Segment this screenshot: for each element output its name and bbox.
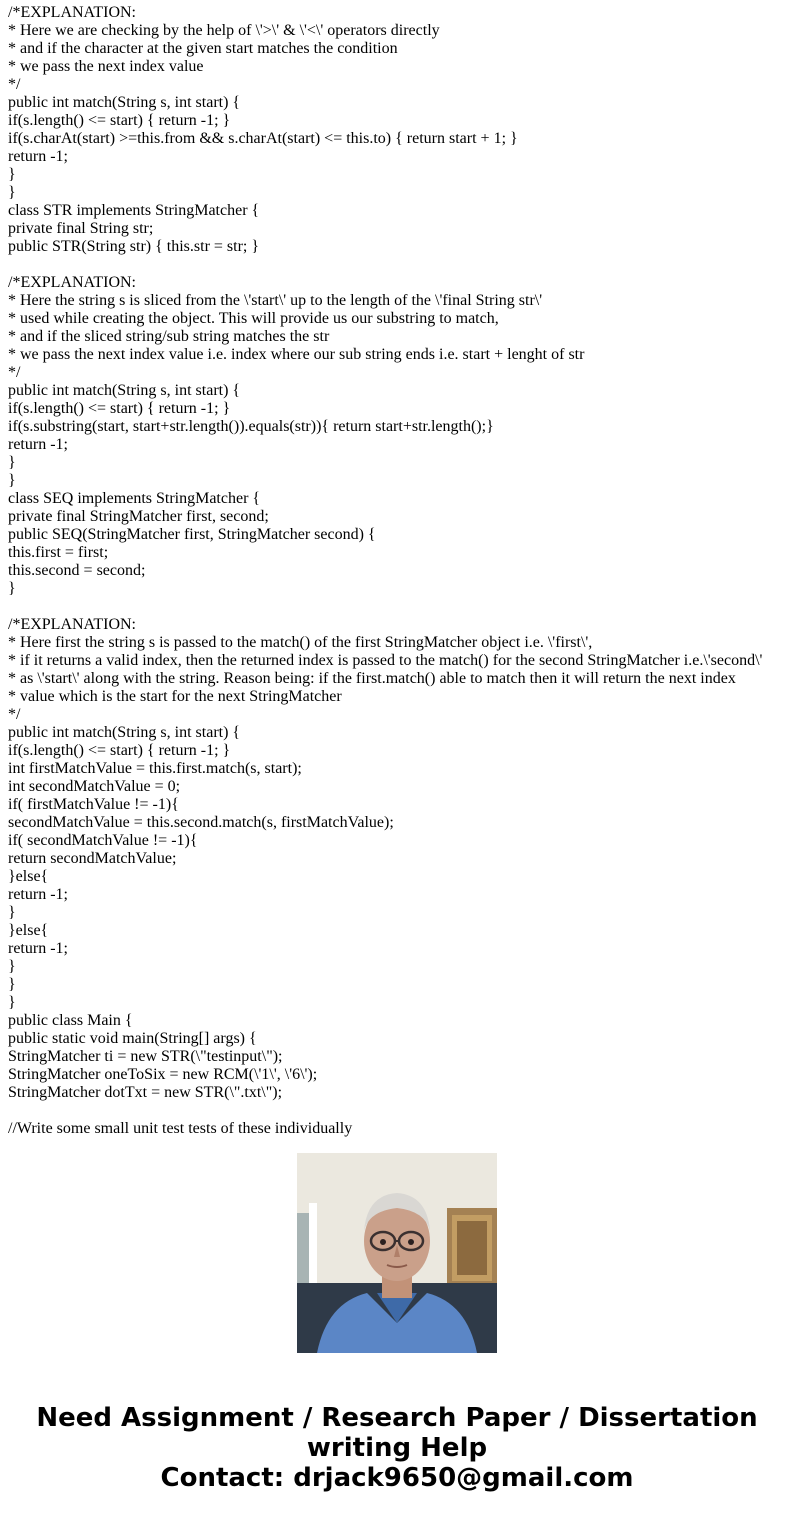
- code-line: class STR implements StringMatcher {: [8, 202, 260, 219]
- code-line: * and if the sliced string/sub string matches the str: [8, 328, 330, 345]
- code-line: this.first = first;: [8, 544, 109, 561]
- code-line: * and if the character at the given start matches the condition: [8, 40, 398, 57]
- code-line: private final StringMatcher first, second;: [8, 508, 269, 525]
- code-line: public SEQ(StringMatcher first, StringMatcher second) {: [8, 526, 376, 543]
- code-line: return -1;: [8, 148, 68, 165]
- code-line: * we pass the next index value: [8, 58, 204, 75]
- code-line: //Write some small unit test tests of these individually: [8, 1120, 353, 1137]
- code-line: return -1;: [8, 886, 68, 903]
- code-line: if(s.substring(start, start+str.length()).equals(str)){ return start+str.length();}: [8, 418, 494, 435]
- code-line: this.second = second;: [8, 562, 146, 579]
- code-line: }else{: [8, 922, 49, 939]
- code-line: public STR(String str) { this.str = str; }: [8, 238, 260, 255]
- code-line: }: [8, 976, 16, 993]
- code-line: }: [8, 958, 16, 975]
- cta-line-3: Contact: drjack9650@gmail.com: [160, 1463, 634, 1493]
- avatar-image: [297, 1153, 497, 1353]
- code-line: return secondMatchValue;: [8, 850, 177, 867]
- contact-banner: [0, 1403, 794, 1493]
- code-line: }: [8, 184, 16, 201]
- code-line: secondMatchValue = this.second.match(s, firstMatchValue);: [8, 814, 394, 831]
- code-line: }: [8, 472, 16, 489]
- code-line: [8, 598, 788, 616]
- code-line: public int match(String s, int start) {: [8, 94, 241, 111]
- author-photo: [297, 1153, 497, 1353]
- code-line: if( firstMatchValue != -1){: [8, 796, 179, 813]
- code-line: * value which is the start for the next StringMatcher: [8, 688, 342, 705]
- code-line: if(s.length() <= start) { return -1; }: [8, 742, 231, 759]
- code-line: [8, 256, 788, 274]
- code-line: if(s.charAt(start) >=this.from && s.charAt(start) <= this.to) { return start + 1; }: [8, 130, 518, 147]
- code-line: int firstMatchValue = this.first.match(s, start);: [8, 760, 302, 777]
- code-line: * as \'start\' along with the string. Reason being: if the first.match() able to match then it will return the next index: [8, 670, 736, 687]
- code-line: /*EXPLANATION:: [8, 4, 136, 21]
- code-line: }: [8, 454, 16, 471]
- code-line: private final String str;: [8, 220, 154, 237]
- code-line: */: [8, 364, 21, 381]
- cta-line-1: Need Assignment / Research Paper / Dissertation: [36, 1403, 758, 1433]
- code-line: /*EXPLANATION:: [8, 616, 136, 633]
- code-line: }: [8, 904, 16, 921]
- code-line: */: [8, 706, 21, 723]
- code-line: StringMatcher ti = new STR(\"testinput\");: [8, 1048, 283, 1065]
- code-line: }else{: [8, 868, 49, 885]
- code-line: return -1;: [8, 436, 68, 453]
- code-line: public int match(String s, int start) {: [8, 382, 241, 399]
- code-line: }: [8, 580, 16, 597]
- code-line: * used while creating the object. This will provide us our substring to match,: [8, 310, 499, 327]
- code-line: * Here first the string s is passed to the match() of the first StringMatcher object i.e. \'first\',: [8, 634, 593, 651]
- code-line: */: [8, 76, 21, 93]
- code-line: public static void main(String[] args) {: [8, 1030, 257, 1047]
- code-line: * if it returns a valid index, then the returned index is passed to the match() for the second StringMatcher i.e.\'second\': [8, 652, 763, 669]
- code-line: }: [8, 994, 16, 1011]
- code-line: * Here the string s is sliced from the \'start\' up to the length of the \'final String str\': [8, 292, 543, 309]
- code-line: class SEQ implements StringMatcher {: [8, 490, 261, 507]
- code-line: return -1;: [8, 940, 68, 957]
- code-line: if( secondMatchValue != -1){: [8, 832, 198, 849]
- code-line: /*EXPLANATION:: [8, 274, 136, 291]
- cta-line-2: writing Help: [306, 1433, 488, 1463]
- code-line: public int match(String s, int start) {: [8, 724, 241, 741]
- code-line: }: [8, 166, 16, 183]
- code-line: public class Main {: [8, 1012, 133, 1029]
- code-line: StringMatcher oneToSix = new RCM(\'1\', \'6\');: [8, 1066, 318, 1083]
- code-line: int secondMatchValue = 0;: [8, 778, 181, 795]
- code-line: if(s.length() <= start) { return -1; }: [8, 400, 231, 417]
- code-line: StringMatcher dotTxt = new STR(\".txt\");: [8, 1084, 283, 1101]
- code-document: [8, 4, 788, 1137]
- code-line: if(s.length() <= start) { return -1; }: [8, 112, 231, 129]
- code-line: * we pass the next index value i.e. index where our sub string ends i.e. start + lenght of str: [8, 346, 585, 363]
- code-line: [8, 1102, 788, 1120]
- code-line: * Here we are checking by the help of \'>\' & \'<\' operators directly: [8, 22, 440, 39]
